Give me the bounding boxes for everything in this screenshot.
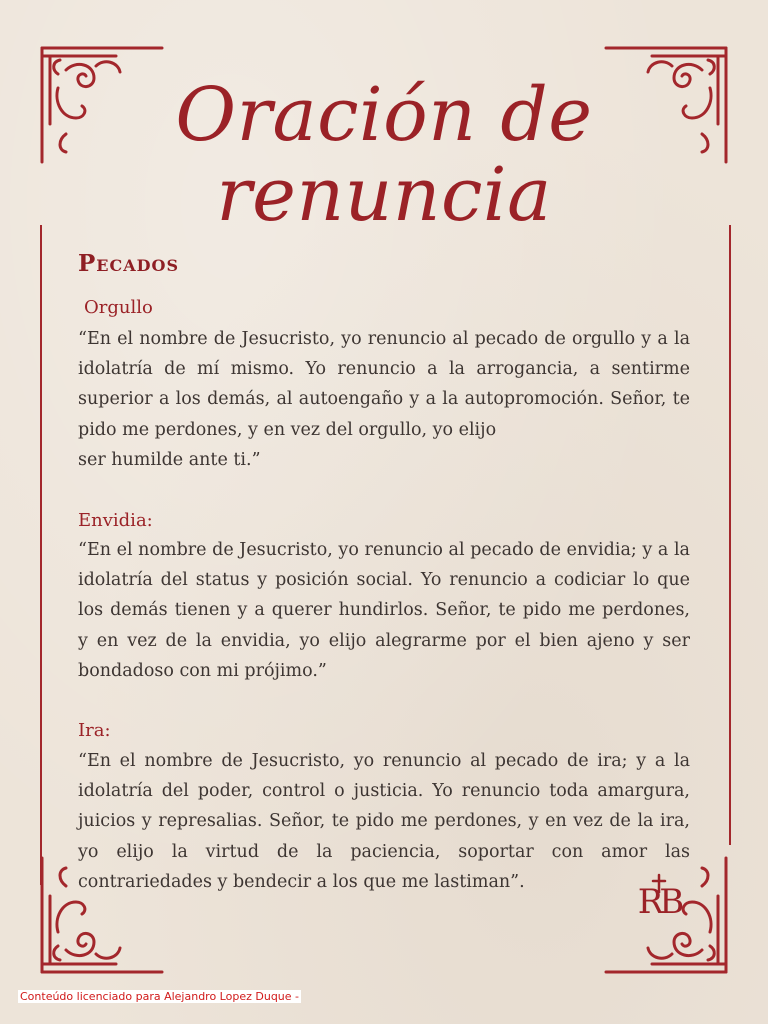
orgullo-line: idolatría de mí mismo. Yo renuncio a la arrogancia, a sentirme <box>78 359 690 380</box>
ira-line: idolatría del poder, control o justicia. Yo renuncio toda amargura, <box>78 781 690 802</box>
envidia-paragraph <box>78 535 690 686</box>
envidia-line: bondadoso con mi prójimo.” <box>78 660 327 681</box>
orgullo-heading: Orgullo <box>84 297 153 318</box>
ira-heading: Ira: <box>78 720 111 741</box>
orgullo-line: pido me perdones, y en vez del orgullo, yo elijo <box>78 419 497 440</box>
page-title-line-1: Oración de <box>175 72 593 158</box>
envidia-line: y en vez de la envidia, yo elijo alegrarme por el bien ajeno y ser <box>78 630 690 651</box>
envidia-line: los demás tienen y a querer hundirlos. Señor, te pido me perdones, <box>78 600 690 621</box>
right-border-line <box>729 225 731 845</box>
page-title-line-2: renuncia <box>216 152 552 238</box>
ira-line: yo elijo la virtud de la paciencia, soportar con amor las <box>78 841 690 862</box>
envidia-line: idolatría del status y posición social. Yo renuncio a codiciar lo que <box>78 570 690 591</box>
orgullo-line: superior a los demás, al autoengaño y a la autopromoción. Señor, te <box>78 389 690 410</box>
orgullo-paragraph <box>78 324 690 475</box>
orgullo-line: ser humilde ante ti.” <box>78 449 261 470</box>
envidia-heading: Envidia: <box>78 510 153 531</box>
ira-line: “En el nombre de Jesucristo, yo renuncio al pecado de ira; y a la <box>78 751 690 771</box>
license-footer: Conteúdo licenciado para Alejandro Lopez Duque - <box>20 990 300 1003</box>
ira-paragraph <box>78 746 690 897</box>
monogram-text: RB <box>637 882 681 922</box>
section-title: Pecados <box>78 250 180 277</box>
orgullo-line: “En el nombre de Jesucristo, yo renuncio al pecado de orgullo y a la <box>78 329 690 349</box>
ira-line: contrariedades y bendecir a los que me lastiman”. <box>78 871 525 892</box>
envidia-line: “En el nombre de Jesucristo, yo renuncio al pecado de envidia; y a la <box>78 540 690 560</box>
rb-monogram-logo <box>630 873 688 931</box>
ira-line: juicios y represalias. Señor, te pido me perdones, y en vez de la ira, <box>78 811 690 832</box>
left-border-line <box>40 225 42 885</box>
